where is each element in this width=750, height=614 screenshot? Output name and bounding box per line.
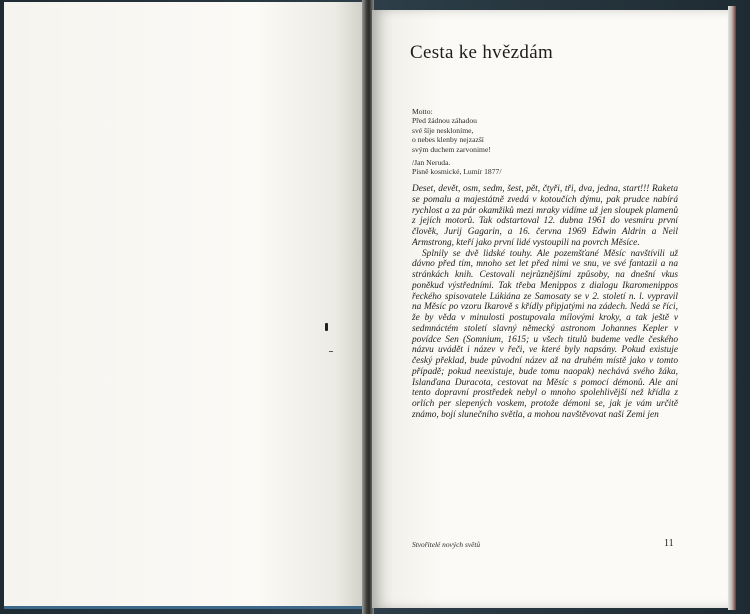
motto-source-line: Písně kosmické, Lumír 1877/ — [412, 167, 502, 177]
motto-source — [412, 158, 501, 177]
motto — [412, 107, 491, 154]
motto-line: svým duchem zarvonime! — [412, 144, 491, 154]
motto-line: Motto: — [412, 107, 433, 116]
body-text — [412, 184, 678, 421]
page-edge — [728, 6, 736, 610]
chapter-title: Cesta ke hvězdám — [410, 42, 554, 63]
left-page — [4, 2, 364, 609]
motto-line: o nebes klenby nejzazší — [412, 135, 484, 145]
motto-line: Před žádnou záhadou — [412, 116, 477, 126]
motto-source-line: /Jan Neruda. — [412, 158, 451, 167]
page-mark — [325, 323, 328, 331]
page-mark — [329, 351, 333, 352]
paragraph: Splnily se dvě lidské touhy. Ale pozemšťané Měsíc navštívili už dávno před tím, mnoho set let před nimi ve snu, ve své fantazii a na stránkách knih. Cestovali nejrůznějšími způsoby, na dnešní vkus poněkud výstředními. Tak třeba Menippos z dialogu Ikaromenippos řeckého spisovatele Lúkiána ze Samosaty se v 2. století n. l. vypravil na Měsíc po vzoru Ikarově s křídly připjatými na zádech. Nedá se říci, že by věda v minulosti postupovala mílovými kroky, a tak ještě v sedmnáctém století slavný německý astronom Johannes Kepler v povídce Sen (Somnium, 1615; u všech titulů budeme vedle českého názvu uvádět i název v řeči, ve které byly napsány. Pokud existuje český překlad, bude původní název až na druhém místě jako v tomto případě; pokud neexistuje, bude tomu naopak) nechává svého žáka, Islanďana Duracota, cestovat na Měsíc s pomocí démonů. Ale ani tento dopravní prostředek nebyl o mnoho spolehlivější než křídla z orlích per slepených voskem, protože démoni se, jak je vám určitě známo, bojí slunečního světla, a mohou navštěvovat naši Zemi jen — [412, 248, 678, 420]
page-number: 11 — [664, 538, 674, 549]
paragraph: Deset, devět, osm, sedm, šest, pět, čtyři, tři, dva, jedna, start!!! Raketa se pomalu a majestátně zvedá v kotoučích dýmu, pak prudce nabírá rychlost a za pár okamžiků mezi mraky vidíme už jen sloupek plamenů z jejích motorů. Tak odstartoval 12. dubna 1961 do vesmíru první člověk, Jurij Gagarin, a 16. června 1969 Edwin Aldrin a Neil Armstrong, kteří jako první lidé vystoupili na povrch Měsíce. — [412, 184, 678, 248]
motto-line: své šíje neskloníme, — [412, 125, 474, 135]
running-footer-title: Stvořitelé nových světů — [412, 540, 481, 549]
